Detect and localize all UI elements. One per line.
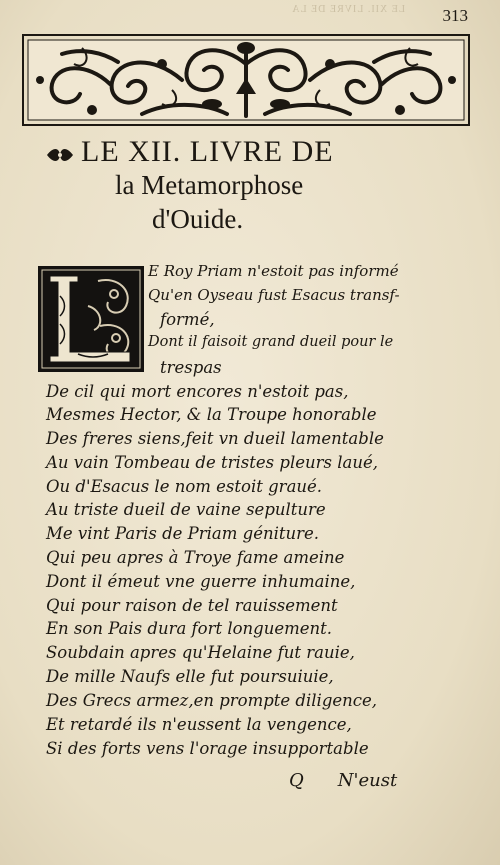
verse-line: E Roy Priam n'estoit pas informé	[148, 262, 399, 280]
heading-line-1: LE XII. LIVRE DE	[81, 135, 334, 168]
verse-line: Qu'en Oyseau fust Esacus transf-	[148, 286, 400, 304]
verse-line: Au triste dueil de vaine sepulture	[46, 500, 326, 519]
verse-line: Et retardé ils n'eussent la vengence,	[46, 715, 352, 734]
verse-line: Qui peu apres à Troye fame ameine	[46, 548, 345, 567]
verse-line: En son Pais dura fort longuement.	[46, 619, 333, 638]
signature-mark: Q	[289, 770, 304, 791]
verse-line: formé,	[160, 310, 215, 329]
verse-line: De cil qui mort encores n'estoit pas,	[46, 382, 349, 401]
verse-line: De mille Naufs elle fut poursuiuie,	[46, 667, 334, 686]
verse-line: Soubdain apres qu'Helaine fut rauie,	[46, 643, 355, 662]
verse-line: trespas	[160, 358, 222, 377]
catchword-line	[289, 770, 397, 791]
page-number: 313	[442, 6, 468, 25]
verse-line: Des freres siens,feit vn dueil lamentable	[46, 429, 384, 448]
verse-line: Me vint Paris de Priam géniture.	[46, 524, 320, 543]
verse-line: Mesmes Hector, & la Troupe honorable	[46, 405, 377, 424]
verse-line: Si des forts vens l'orage insupportable	[46, 739, 369, 758]
verse-line: Au vain Tombeau de tristes pleurs laué,	[46, 453, 378, 472]
heading-line-3: d'Ouide.	[152, 204, 244, 234]
verse-line: Des Grecs armez,en prompte diligence,	[46, 691, 378, 710]
verse-line: Qui pour raison de tel rauissement	[46, 596, 338, 615]
verse-line: Dont il faisoit grand dueil pour le	[148, 334, 394, 350]
verse-line: Ou d'Esacus le nom estoit graué.	[46, 477, 323, 496]
catchword: N'eust	[337, 770, 398, 791]
bleed-through-text: LE XII. LIVRE DE LA	[291, 4, 405, 15]
heading-line-2: la Metamorphose	[115, 170, 304, 200]
verse-line: Dont il émeut vne guerre inhumaine,	[46, 572, 356, 591]
